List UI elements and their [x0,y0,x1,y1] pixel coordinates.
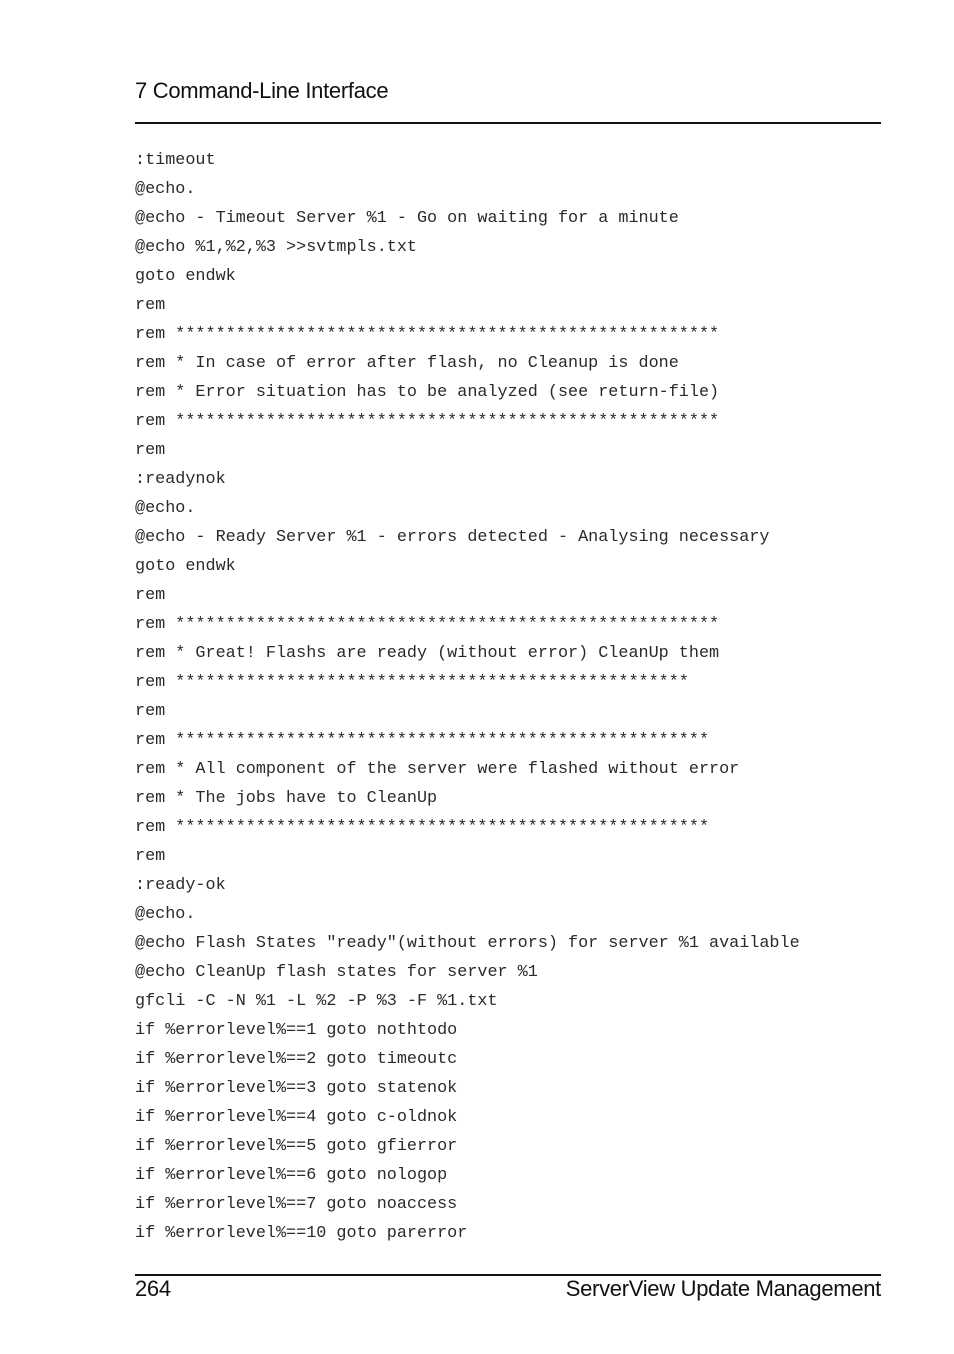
code-line: rem * The jobs have to CleanUp [135,789,438,808]
code-line: @echo Flash States "ready"(without errors) for server %1 available [135,934,800,953]
code-line: rem ****************************************************** [135,615,720,634]
code-line: rem ***************************************************** [135,818,710,837]
code-line: rem ****************************************************** [135,412,720,431]
code-line: @echo. [135,905,196,924]
code-line: if %errorlevel%==5 goto gfierror [135,1137,458,1156]
code-line: rem [135,296,166,315]
code-line: rem [135,586,166,605]
code-line: rem * Great! Flashs are ready (without error) CleanUp them [135,644,720,663]
page-number: 264 [135,1276,171,1301]
code-line: rem [135,441,166,460]
product-name: ServerView Update Management [565,1276,881,1301]
code-line: if %errorlevel%==2 goto timeoutc [135,1050,458,1069]
code-line: @echo %1,%2,%3 >>svtmpls.txt [135,238,417,257]
header-divider [135,122,881,124]
code-line: :ready-ok [135,876,226,895]
code-line: rem * Error situation has to be analyzed (see return-file) [135,383,720,402]
code-line: rem ***************************************************** [135,731,710,750]
code-line: if %errorlevel%==3 goto statenok [135,1079,458,1098]
code-line: if %errorlevel%==7 goto noaccess [135,1195,458,1214]
code-line: rem * All component of the server were flashed without error [135,760,740,779]
code-line: :readynok [135,470,226,489]
code-line: @echo. [135,180,196,199]
code-line: rem [135,847,166,866]
code-line: rem [135,702,166,721]
code-line: rem *************************************************** [135,673,689,692]
code-line: goto endwk [135,267,236,286]
code-line: @echo CleanUp flash states for server %1 [135,963,538,982]
code-line: if %errorlevel%==1 goto nothtodo [135,1021,458,1040]
code-line: :timeout [135,151,216,170]
code-line: goto endwk [135,557,236,576]
code-line: if %errorlevel%==10 goto parerror [135,1224,468,1243]
code-line: @echo - Timeout Server %1 - Go on waiting for a minute [135,209,679,228]
code-line: @echo - Ready Server %1 - errors detected - Analysing necessary [135,528,770,547]
code-line: @echo. [135,499,196,518]
code-line: if %errorlevel%==6 goto nologop [135,1166,448,1185]
code-line: rem ****************************************************** [135,325,720,344]
code-line: if %errorlevel%==4 goto c-oldnok [135,1108,458,1127]
code-line: rem * In case of error after flash, no Cleanup is done [135,354,679,373]
chapter-title: 7 Command-Line Interface [135,78,389,103]
code-line: gfcli -C -N %1 -L %2 -P %3 -F %1.txt [135,992,498,1011]
code-listing [135,146,881,1248]
